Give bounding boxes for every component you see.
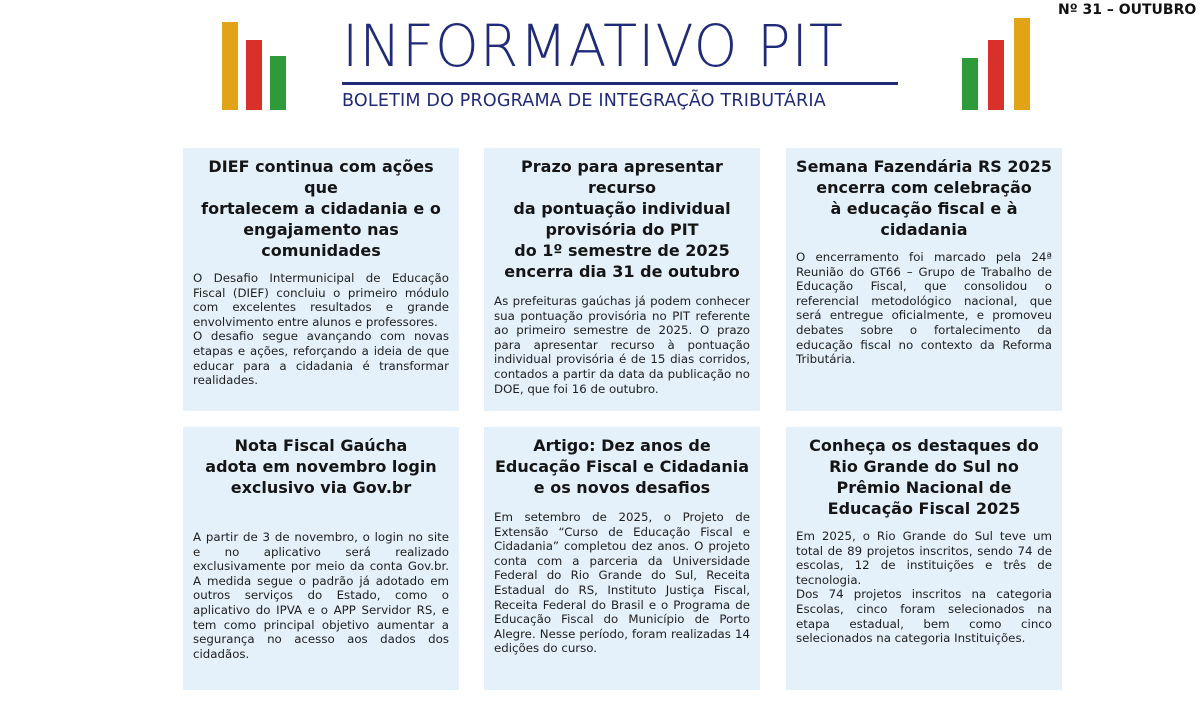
card-body: As prefeituras gaúchas já podem conhecer sua pontuação provisória no PIT referente ao primeiro semestre de 2025. O prazo para apresentar recurso à pontuação individual provisória é de 15 dias corridos, contados a partir da data da publicação no DOE, que foi 16 de outubro. — [494, 294, 750, 396]
news-card-semana-fazendaria[interactable] — [786, 148, 1062, 411]
news-card-artigo-educacao-fiscal[interactable] — [484, 427, 760, 690]
news-card-premio-nacional[interactable] — [786, 427, 1062, 690]
masthead — [342, 14, 900, 111]
right-bar-red — [988, 40, 1004, 110]
title-rule — [342, 82, 898, 85]
left-bar-red — [246, 40, 262, 110]
right-bar-yellow — [1014, 18, 1030, 110]
card-title: Artigo: Dez anos de Educação Fiscal e Cidadania e os novos desafios — [495, 436, 749, 497]
newsletter-subtitle: BOLETIM DO PROGRAMA DE INTEGRAÇÃO TRIBUTÁRIA — [342, 91, 826, 111]
card-body: Em 2025, o Rio Grande do Sul teve um total de 89 projetos inscritos, sendo 74 de escolas, 12 de instituições e três de tecnologia. Dos 74 projetos inscritos na categoria Escolas, cinco foram selecionados na etapa estadual, bem como cinco selecionados na categoria Instituições. — [796, 529, 1052, 646]
card-title: Prazo para apresentar recurso da pontuação individual provisória do PIT do 1º semestre de 2025 encerra dia 31 de outubro — [504, 157, 740, 281]
edition-label: Nº 31 – OUTUBRO — [1058, 2, 1197, 18]
left-bar-yellow — [222, 22, 238, 110]
news-card-prazo-recurso[interactable] — [484, 148, 760, 411]
card-body: A partir de 3 de novembro, o login no site e no aplicativo será realizado exclusivamente por meio da conta Gov.br. A medida segue o padrão já adotado em outros serviços do Estado, como o aplicativo do IPVA e o APP Servidor RS, e tem como principal objetivo aumentar a segurança no acesso aos dados dos cidadãos. — [193, 530, 449, 661]
card-title: Nota Fiscal Gaúcha adota em novembro login exclusivo via Gov.br — [205, 436, 437, 497]
right-bar-green — [962, 58, 978, 110]
card-body: O Desafio Intermunicipal de Educação Fiscal (DIEF) concluiu o primeiro módulo com excelentes resultados e grande envolvimento entre alunos e professores. O desafio segue avançando com novas etapas e ações, reforçando a ideia de que educar para a cidadania é transformar realidades. — [193, 271, 449, 388]
card-title: DIEF continua com ações que fortalecem a cidadania e o engajamento nas comunidades — [201, 157, 441, 260]
newsletter-title: INFORMATIVO PIT — [342, 12, 844, 80]
left-bar-graphic — [222, 0, 288, 110]
news-card-nota-fiscal-gaucha[interactable] — [183, 427, 459, 690]
card-title: Conheça os destaques do Rio Grande do Sul no Prêmio Nacional de Educação Fiscal 2025 — [809, 436, 1039, 518]
right-bar-graphic — [962, 0, 1032, 110]
news-card-dief[interactable] — [183, 148, 459, 411]
card-title: Semana Fazendária RS 2025 encerra com celebração à educação fiscal e à cidadania — [796, 157, 1052, 239]
card-body: O encerramento foi marcado pela 24ª Reunião do GT66 – Grupo de Trabalho de Educação Fiscal, que consolidou o referencial metodológico nacional, que será entregue oficialmente, e promoveu debates sobre o fortalecimento da educação fiscal no contexto da Reforma Tributária. — [796, 250, 1052, 367]
left-bar-green — [270, 56, 286, 110]
card-body: Em setembro de 2025, o Projeto de Extensão “Curso de Educação Fiscal e Cidadania” completou dez anos. O projeto conta com a parceria da Universidade Federal do Rio Grande do Sul, Receita Estadual do RS, Instituto Justiça Fiscal, Receita Federal do Brasil e o Programa de Educação Fiscal do Município de Porto Alegre. Nesse período, foram realizadas 14 edições do curso. — [494, 510, 750, 656]
